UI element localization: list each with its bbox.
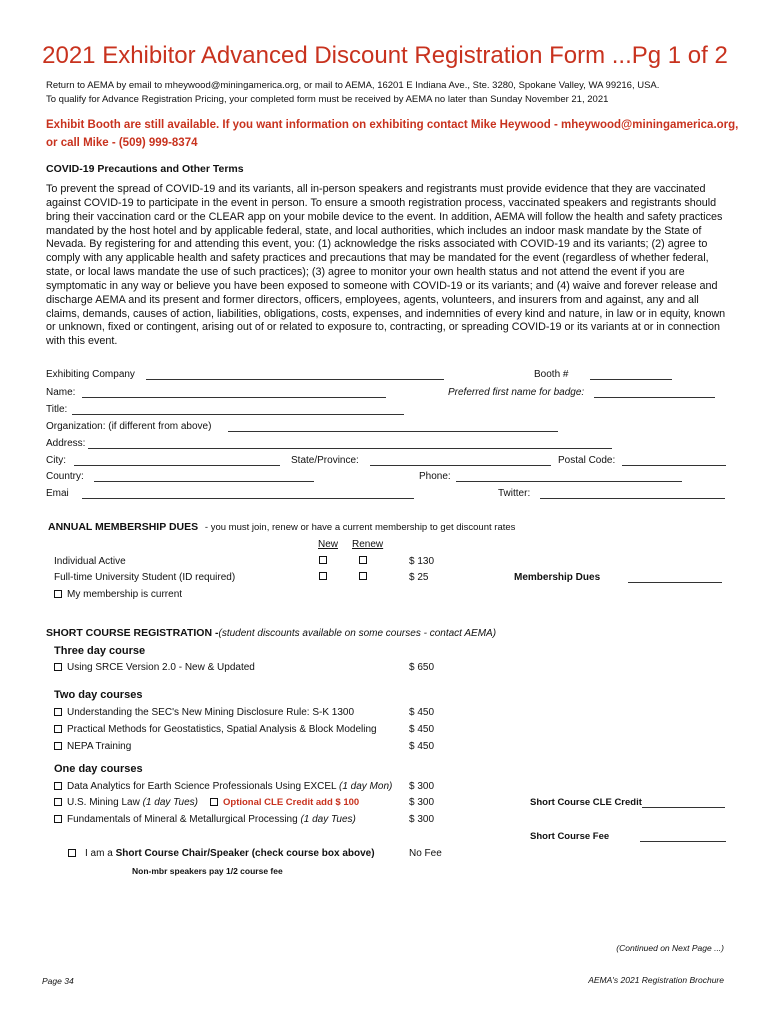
chair-speaker-prefix: I am a [85,848,113,859]
short-course-subheading: (student discounts available on some courses - contact AEMA) [218,628,497,639]
course-mininglaw-price: $ 300 [409,797,435,808]
membership-subheading: - you must join, renew or have a current membership to get discount rates [204,522,516,533]
membership-current-checkbox[interactable] [54,590,62,598]
course-excel-checkbox[interactable] [54,782,62,790]
course-srce-label: Using SRCE Version 2.0 - New & Updated [67,662,255,673]
booth-notice-line-2: or call Mike - (509) 999-8374 [46,137,198,149]
phone-field[interactable] [456,481,682,482]
two-day-heading: Two day courses [54,689,143,701]
city-label: City: [46,455,66,466]
intro-line-1: Return to AEMA by email to mheywood@miningamerica.org, or mail to AEMA, 16201 E Indiana Ave., Ste. 3280, Spokane Valley, WA 99216, USA. [46,80,660,91]
twitter-field[interactable] [540,498,725,499]
title-label: Title: [46,404,68,415]
col-new-header: New [318,539,339,550]
course-geostats-price: $ 450 [409,724,435,735]
phone-label: Phone: [419,471,451,482]
course-srce-checkbox[interactable] [54,663,62,671]
company-field[interactable] [146,379,444,380]
cle-credit-label: Short Course CLE Credit [530,797,642,808]
course-nepa-label: NEPA Training [67,741,132,752]
course-mininglaw-checkbox[interactable] [54,798,62,806]
state-label: State/Province: [291,455,359,466]
individual-price: $ 130 [409,556,435,567]
chair-speaker-label: Short Course Chair/Speaker (check course box above) [115,848,375,859]
cle-label: Optional CLE Credit add $ 100 [223,797,360,808]
covid-terms: To prevent the spread of COVID-19 and its variants, all in-person speakers and registrants must provide evidence that they are vaccinated against COVID-19 to participate in the event in person. To ensure a smooth registration process, vaccinated speakers and registrants should bring their vaccination card or the CLEAR app on your mobile device to the event. In addition, AEMA will follow the health and safety practices mandated by the host hotel and by applicable federal, state, and local authorities, which includes an indoor mask mandate by the State of Nevada. By registering for and attending this event, you: (1) acknowledge the risks associated with COVID-19 and its variants; (2) agree to comply with any applicable health and safety practices and precautions that may be mandated for the event (regardless of whether federal, state, or local laws mandate the use of such practices); (3) agree to monitor your own health status and not attend the event if you are symptomatic in any way or believe you have been exposed to someone with COVID-19 or its variants; and (4) waive and forever release and discharge AEMA and its present and former directors, officers, employees, agents, volunteers, and insurers from and against, any and all claims, demands, causes of action, liabilities, obligations, costs, expenses, and indemnities of every kind and nature, in law or in equity, known or unknown, fixed or contingent, arising out of or related to exposure to, contracting, or spreading COVID-19 or its variants at or in connection with this event. [46,183,726,348]
course-mininglaw-label: U.S. Mining Law [67,797,140,808]
col-renew-header: Renew [352,539,384,550]
membership-current-option[interactable] [54,589,182,600]
course-excel-option[interactable] [54,781,392,792]
booth-notice-line-1: Exhibit Booth are still available. If you want information on exhibiting contact Mike Heywood - mheywood@miningamerica.org, [46,119,739,131]
brochure-footer: AEMA's 2021 Registration Brochure [588,975,724,985]
short-course-section [46,627,496,639]
course-excel-note: (1 day Mon) [338,781,393,792]
title-field[interactable] [72,414,404,415]
course-processing-note: (1 day Tues) [300,814,356,825]
student-renew-checkbox[interactable] [359,571,372,582]
city-field[interactable] [74,465,280,466]
membership-student-label: Full-time University Student (ID required) [54,572,236,583]
short-course-heading: SHORT COURSE REGISTRATION - [46,627,219,639]
course-excel-price: $ 300 [409,781,435,792]
organization-label: Organization: (if different from above) [46,421,212,432]
name-field[interactable] [82,397,386,398]
membership-individual-label: Individual Active [54,556,126,567]
course-mininglaw-note: (1 day Tues) [142,797,198,808]
course-nepa-price: $ 450 [409,741,435,752]
country-field[interactable] [94,481,314,482]
address-label: Address: [46,438,86,449]
three-day-heading: Three day course [54,645,146,657]
membership-dues-field[interactable] [628,582,722,583]
postal-code-label: Postal Code: [558,455,616,466]
course-geostats-label: Practical Methods for Geostatistics, Spatial Analysis & Block Modeling [67,724,377,735]
membership-current-label: My membership is current [67,589,183,600]
course-sec-price: $ 450 [409,707,435,718]
state-field[interactable] [370,465,551,466]
page-number: Page 34 [42,976,74,986]
membership-heading: ANNUAL MEMBERSHIP DUES [48,521,199,533]
course-nepa-checkbox[interactable] [54,742,62,750]
course-geostats-option[interactable] [54,724,377,735]
course-srce-option[interactable] [54,662,255,673]
individual-renew-checkbox[interactable] [359,555,372,566]
course-sec-option[interactable] [54,707,354,718]
course-excel-label: Data Analytics for Earth Science Professionals Using EXCEL [67,781,337,792]
chair-speaker-price: No Fee [409,848,442,859]
course-processing-checkbox[interactable] [54,815,62,823]
student-price: $ 25 [409,572,429,583]
course-geostats-checkbox[interactable] [54,725,62,733]
organization-field[interactable] [228,431,558,432]
email-label: Emai [46,488,69,499]
preferred-name-field[interactable] [594,397,715,398]
twitter-label: Twitter: [498,488,531,499]
short-course-fee-field[interactable] [640,841,726,842]
country-label: Country: [46,471,84,482]
short-course-fee-label: Short Course Fee [530,831,610,842]
course-processing-price: $ 300 [409,814,435,825]
intro-line-2: To qualify for Advance Registration Pricing, your completed form must be received by AEMA no later than Sunday November 21, 2021 [46,94,609,105]
preferred-name-label: Preferred first name for badge: [448,387,585,398]
cle-checkbox[interactable] [210,798,218,806]
covid-heading: COVID-19 Precautions and Other Terms [46,163,244,175]
individual-new-checkbox[interactable] [319,555,332,566]
cle-option[interactable] [210,797,359,808]
cle-credit-field[interactable] [642,807,725,808]
course-processing-label: Fundamentals of Mineral & Metallurgical Processing [67,814,298,825]
nonmember-note: Non-mbr speakers pay 1/2 course fee [132,866,283,876]
chair-speaker-option[interactable] [68,848,375,859]
student-new-checkbox[interactable] [319,571,332,582]
booth-label: Booth # [534,369,569,380]
course-sec-checkbox[interactable] [54,708,62,716]
course-sec-label: Understanding the SEC's New Mining Disclosure Rule: S-K 1300 [67,707,355,718]
booth-field[interactable] [590,379,672,380]
course-mininglaw-option[interactable] [54,797,198,808]
chair-speaker-checkbox[interactable] [68,849,76,857]
form-title: 2021 Exhibitor Advanced Discount Registration Form ...Pg 1 of 2 [42,42,728,69]
continued-note: (Continued on Next Page ...) [616,943,724,953]
membership-section [48,521,515,533]
one-day-heading: One day courses [54,763,143,775]
postal-code-field[interactable] [622,465,726,466]
company-label: Exhibiting Company [46,369,135,380]
address-field[interactable] [88,448,612,449]
course-srce-price: $ 650 [409,662,435,673]
course-processing-option[interactable] [54,814,356,825]
course-nepa-option[interactable] [54,741,131,752]
email-field[interactable] [82,498,414,499]
name-label: Name: [46,387,76,398]
membership-dues-label: Membership Dues [514,572,601,583]
